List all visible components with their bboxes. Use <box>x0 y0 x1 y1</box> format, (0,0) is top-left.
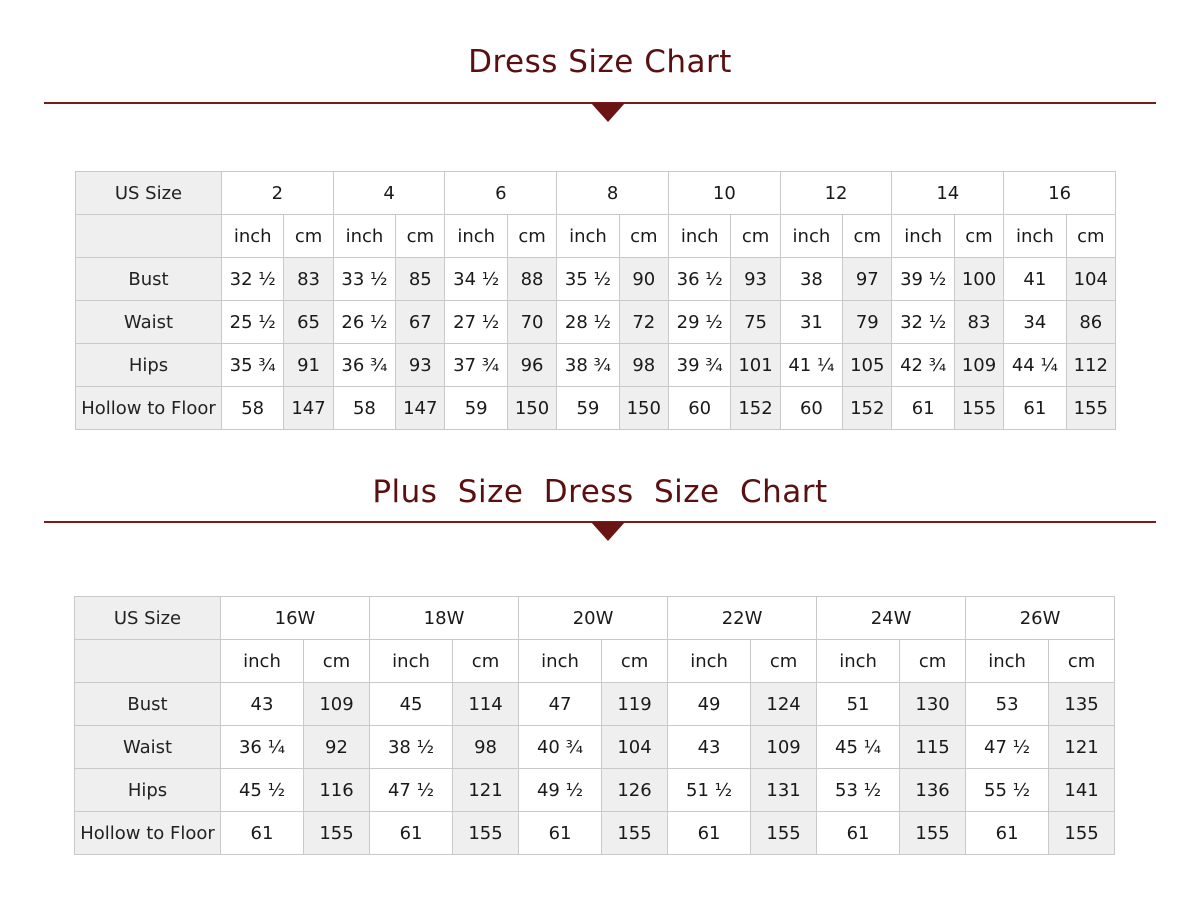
plus-size-chart-title: Plus Size Dress Size Chart <box>372 474 828 510</box>
size-header-row <box>75 597 1115 640</box>
cm-value-cell: 155 <box>1049 812 1115 855</box>
size-header-cell: 8 <box>557 172 669 215</box>
inch-value-cell: 32 ½ <box>892 301 954 344</box>
cm-value-cell: 75 <box>731 301 780 344</box>
unit-cm-cell: cm <box>843 215 892 258</box>
size-header-cell: 10 <box>668 172 780 215</box>
cm-value-cell: 101 <box>731 344 780 387</box>
inch-value-cell: 60 <box>780 387 842 430</box>
dress-size-table <box>75 171 1116 430</box>
measurement-label: Waist <box>76 301 222 344</box>
inch-value-cell: 32 ½ <box>221 258 283 301</box>
size-header-cell: 2 <box>221 172 333 215</box>
inch-value-cell: 36 ¼ <box>221 726 304 769</box>
inch-value-cell: 61 <box>370 812 453 855</box>
inch-value-cell: 47 <box>519 683 602 726</box>
unit-inch-cell: inch <box>221 640 304 683</box>
cm-value-cell: 115 <box>900 726 966 769</box>
cm-value-cell: 109 <box>954 344 1003 387</box>
unit-cm-cell: cm <box>954 215 1003 258</box>
unit-cm-cell: cm <box>304 640 370 683</box>
dress-size-chart-title: Dress Size Chart <box>468 44 732 80</box>
measurement-label: Hips <box>76 344 222 387</box>
unit-cm-cell: cm <box>619 215 668 258</box>
measurement-row <box>75 683 1115 726</box>
unit-inch-cell: inch <box>892 215 954 258</box>
inch-value-cell: 47 ½ <box>370 769 453 812</box>
inch-value-cell: 35 ¾ <box>221 344 283 387</box>
inch-value-cell: 43 <box>668 726 751 769</box>
measurement-label: Waist <box>75 726 221 769</box>
cm-value-cell: 155 <box>304 812 370 855</box>
inch-value-cell: 61 <box>1004 387 1066 430</box>
unit-inch-cell: inch <box>668 215 730 258</box>
cm-value-cell: 131 <box>751 769 817 812</box>
inch-value-cell: 45 ¼ <box>817 726 900 769</box>
unit-cm-cell: cm <box>731 215 780 258</box>
unit-row <box>75 640 1115 683</box>
cm-value-cell: 121 <box>1049 726 1115 769</box>
inch-value-cell: 61 <box>668 812 751 855</box>
cm-value-cell: 136 <box>900 769 966 812</box>
unit-cm-cell: cm <box>900 640 966 683</box>
inch-value-cell: 61 <box>892 387 954 430</box>
inch-value-cell: 60 <box>668 387 730 430</box>
cm-value-cell: 114 <box>453 683 519 726</box>
unit-inch-cell: inch <box>333 215 395 258</box>
inch-value-cell: 38 <box>780 258 842 301</box>
size-header-cell: 26W <box>966 597 1115 640</box>
inch-value-cell: 37 ¾ <box>445 344 507 387</box>
empty-label-cell <box>75 640 221 683</box>
cm-value-cell: 104 <box>1066 258 1115 301</box>
unit-inch-cell: inch <box>519 640 602 683</box>
unit-cm-cell: cm <box>284 215 333 258</box>
inch-value-cell: 39 ½ <box>892 258 954 301</box>
inch-value-cell: 43 <box>221 683 304 726</box>
inch-value-cell: 41 ¼ <box>780 344 842 387</box>
inch-value-cell: 33 ½ <box>333 258 395 301</box>
cm-value-cell: 155 <box>453 812 519 855</box>
cm-value-cell: 150 <box>507 387 556 430</box>
inch-value-cell: 40 ¾ <box>519 726 602 769</box>
us-size-label: US Size <box>75 597 221 640</box>
size-header-cell: 12 <box>780 172 892 215</box>
inch-value-cell: 42 ¾ <box>892 344 954 387</box>
inch-value-cell: 45 <box>370 683 453 726</box>
cm-value-cell: 126 <box>602 769 668 812</box>
unit-cm-cell: cm <box>396 215 445 258</box>
cm-value-cell: 65 <box>284 301 333 344</box>
inch-value-cell: 36 ½ <box>668 258 730 301</box>
cm-value-cell: 155 <box>602 812 668 855</box>
cm-value-cell: 121 <box>453 769 519 812</box>
inch-value-cell: 38 ½ <box>370 726 453 769</box>
unit-inch-cell: inch <box>557 215 619 258</box>
inch-value-cell: 61 <box>519 812 602 855</box>
inch-value-cell: 58 <box>333 387 395 430</box>
cm-value-cell: 116 <box>304 769 370 812</box>
cm-value-cell: 152 <box>843 387 892 430</box>
unit-inch-cell: inch <box>817 640 900 683</box>
inch-value-cell: 29 ½ <box>668 301 730 344</box>
inch-value-cell: 31 <box>780 301 842 344</box>
cm-value-cell: 98 <box>619 344 668 387</box>
cm-value-cell: 79 <box>843 301 892 344</box>
cm-value-cell: 88 <box>507 258 556 301</box>
inch-value-cell: 51 ½ <box>668 769 751 812</box>
size-header-cell: 18W <box>370 597 519 640</box>
unit-inch-cell: inch <box>370 640 453 683</box>
inch-value-cell: 59 <box>557 387 619 430</box>
inch-value-cell: 41 <box>1004 258 1066 301</box>
unit-inch-cell: inch <box>668 640 751 683</box>
measurement-row <box>76 258 1116 301</box>
us-size-label: US Size <box>76 172 222 215</box>
measurement-row <box>76 301 1116 344</box>
inch-value-cell: 61 <box>966 812 1049 855</box>
inch-value-cell: 44 ¼ <box>1004 344 1066 387</box>
cm-value-cell: 147 <box>284 387 333 430</box>
cm-value-cell: 109 <box>304 683 370 726</box>
cm-value-cell: 96 <box>507 344 556 387</box>
inch-value-cell: 25 ½ <box>221 301 283 344</box>
cm-value-cell: 155 <box>900 812 966 855</box>
measurement-label: Hollow to Floor <box>76 387 222 430</box>
inch-value-cell: 55 ½ <box>966 769 1049 812</box>
measurement-label: Hips <box>75 769 221 812</box>
inch-value-cell: 26 ½ <box>333 301 395 344</box>
measurement-row <box>75 769 1115 812</box>
size-header-cell: 22W <box>668 597 817 640</box>
size-header-cell: 24W <box>817 597 966 640</box>
cm-value-cell: 155 <box>954 387 1003 430</box>
cm-value-cell: 155 <box>751 812 817 855</box>
cm-value-cell: 150 <box>619 387 668 430</box>
size-header-cell: 20W <box>519 597 668 640</box>
size-header-row <box>76 172 1116 215</box>
cm-value-cell: 86 <box>1066 301 1115 344</box>
unit-cm-cell: cm <box>602 640 668 683</box>
inch-value-cell: 39 ¾ <box>668 344 730 387</box>
unit-inch-cell: inch <box>780 215 842 258</box>
unit-cm-cell: cm <box>751 640 817 683</box>
size-header-cell: 16 <box>1004 172 1116 215</box>
empty-label-cell <box>76 215 222 258</box>
inch-value-cell: 58 <box>221 387 283 430</box>
plus-size-table <box>74 596 1115 855</box>
size-header-cell: 14 <box>892 172 1004 215</box>
inch-value-cell: 28 ½ <box>557 301 619 344</box>
unit-inch-cell: inch <box>1004 215 1066 258</box>
inch-value-cell: 35 ½ <box>557 258 619 301</box>
cm-value-cell: 92 <box>304 726 370 769</box>
unit-cm-cell: cm <box>453 640 519 683</box>
cm-value-cell: 93 <box>731 258 780 301</box>
cm-value-cell: 155 <box>1066 387 1115 430</box>
measurement-row <box>76 344 1116 387</box>
size-header-cell: 6 <box>445 172 557 215</box>
inch-value-cell: 49 <box>668 683 751 726</box>
inch-value-cell: 47 ½ <box>966 726 1049 769</box>
inch-value-cell: 27 ½ <box>445 301 507 344</box>
size-header-cell: 4 <box>333 172 445 215</box>
cm-value-cell: 90 <box>619 258 668 301</box>
cm-value-cell: 100 <box>954 258 1003 301</box>
inch-value-cell: 45 ½ <box>221 769 304 812</box>
measurement-label: Bust <box>75 683 221 726</box>
cm-value-cell: 70 <box>507 301 556 344</box>
cm-value-cell: 93 <box>396 344 445 387</box>
cm-value-cell: 91 <box>284 344 333 387</box>
down-arrow-icon <box>591 103 625 122</box>
unit-cm-cell: cm <box>507 215 556 258</box>
unit-row <box>76 215 1116 258</box>
cm-value-cell: 105 <box>843 344 892 387</box>
cm-value-cell: 112 <box>1066 344 1115 387</box>
cm-value-cell: 147 <box>396 387 445 430</box>
cm-value-cell: 119 <box>602 683 668 726</box>
cm-value-cell: 124 <box>751 683 817 726</box>
measurement-row <box>75 812 1115 855</box>
down-arrow-icon <box>591 522 625 541</box>
inch-value-cell: 49 ½ <box>519 769 602 812</box>
inch-value-cell: 34 ½ <box>445 258 507 301</box>
cm-value-cell: 104 <box>602 726 668 769</box>
cm-value-cell: 130 <box>900 683 966 726</box>
unit-inch-cell: inch <box>445 215 507 258</box>
inch-value-cell: 59 <box>445 387 507 430</box>
size-header-cell: 16W <box>221 597 370 640</box>
inch-value-cell: 61 <box>817 812 900 855</box>
inch-value-cell: 36 ¾ <box>333 344 395 387</box>
unit-inch-cell: inch <box>966 640 1049 683</box>
unit-cm-cell: cm <box>1066 215 1115 258</box>
inch-value-cell: 53 ½ <box>817 769 900 812</box>
cm-value-cell: 85 <box>396 258 445 301</box>
inch-value-cell: 51 <box>817 683 900 726</box>
measurement-label: Bust <box>76 258 222 301</box>
cm-value-cell: 141 <box>1049 769 1115 812</box>
measurement-row <box>76 387 1116 430</box>
inch-value-cell: 38 ¾ <box>557 344 619 387</box>
cm-value-cell: 152 <box>731 387 780 430</box>
cm-value-cell: 83 <box>954 301 1003 344</box>
cm-value-cell: 98 <box>453 726 519 769</box>
cm-value-cell: 135 <box>1049 683 1115 726</box>
cm-value-cell: 109 <box>751 726 817 769</box>
measurement-row <box>75 726 1115 769</box>
unit-cm-cell: cm <box>1049 640 1115 683</box>
unit-inch-cell: inch <box>221 215 283 258</box>
measurement-label: Hollow to Floor <box>75 812 221 855</box>
cm-value-cell: 97 <box>843 258 892 301</box>
cm-value-cell: 67 <box>396 301 445 344</box>
inch-value-cell: 61 <box>221 812 304 855</box>
cm-value-cell: 83 <box>284 258 333 301</box>
cm-value-cell: 72 <box>619 301 668 344</box>
inch-value-cell: 53 <box>966 683 1049 726</box>
inch-value-cell: 34 <box>1004 301 1066 344</box>
